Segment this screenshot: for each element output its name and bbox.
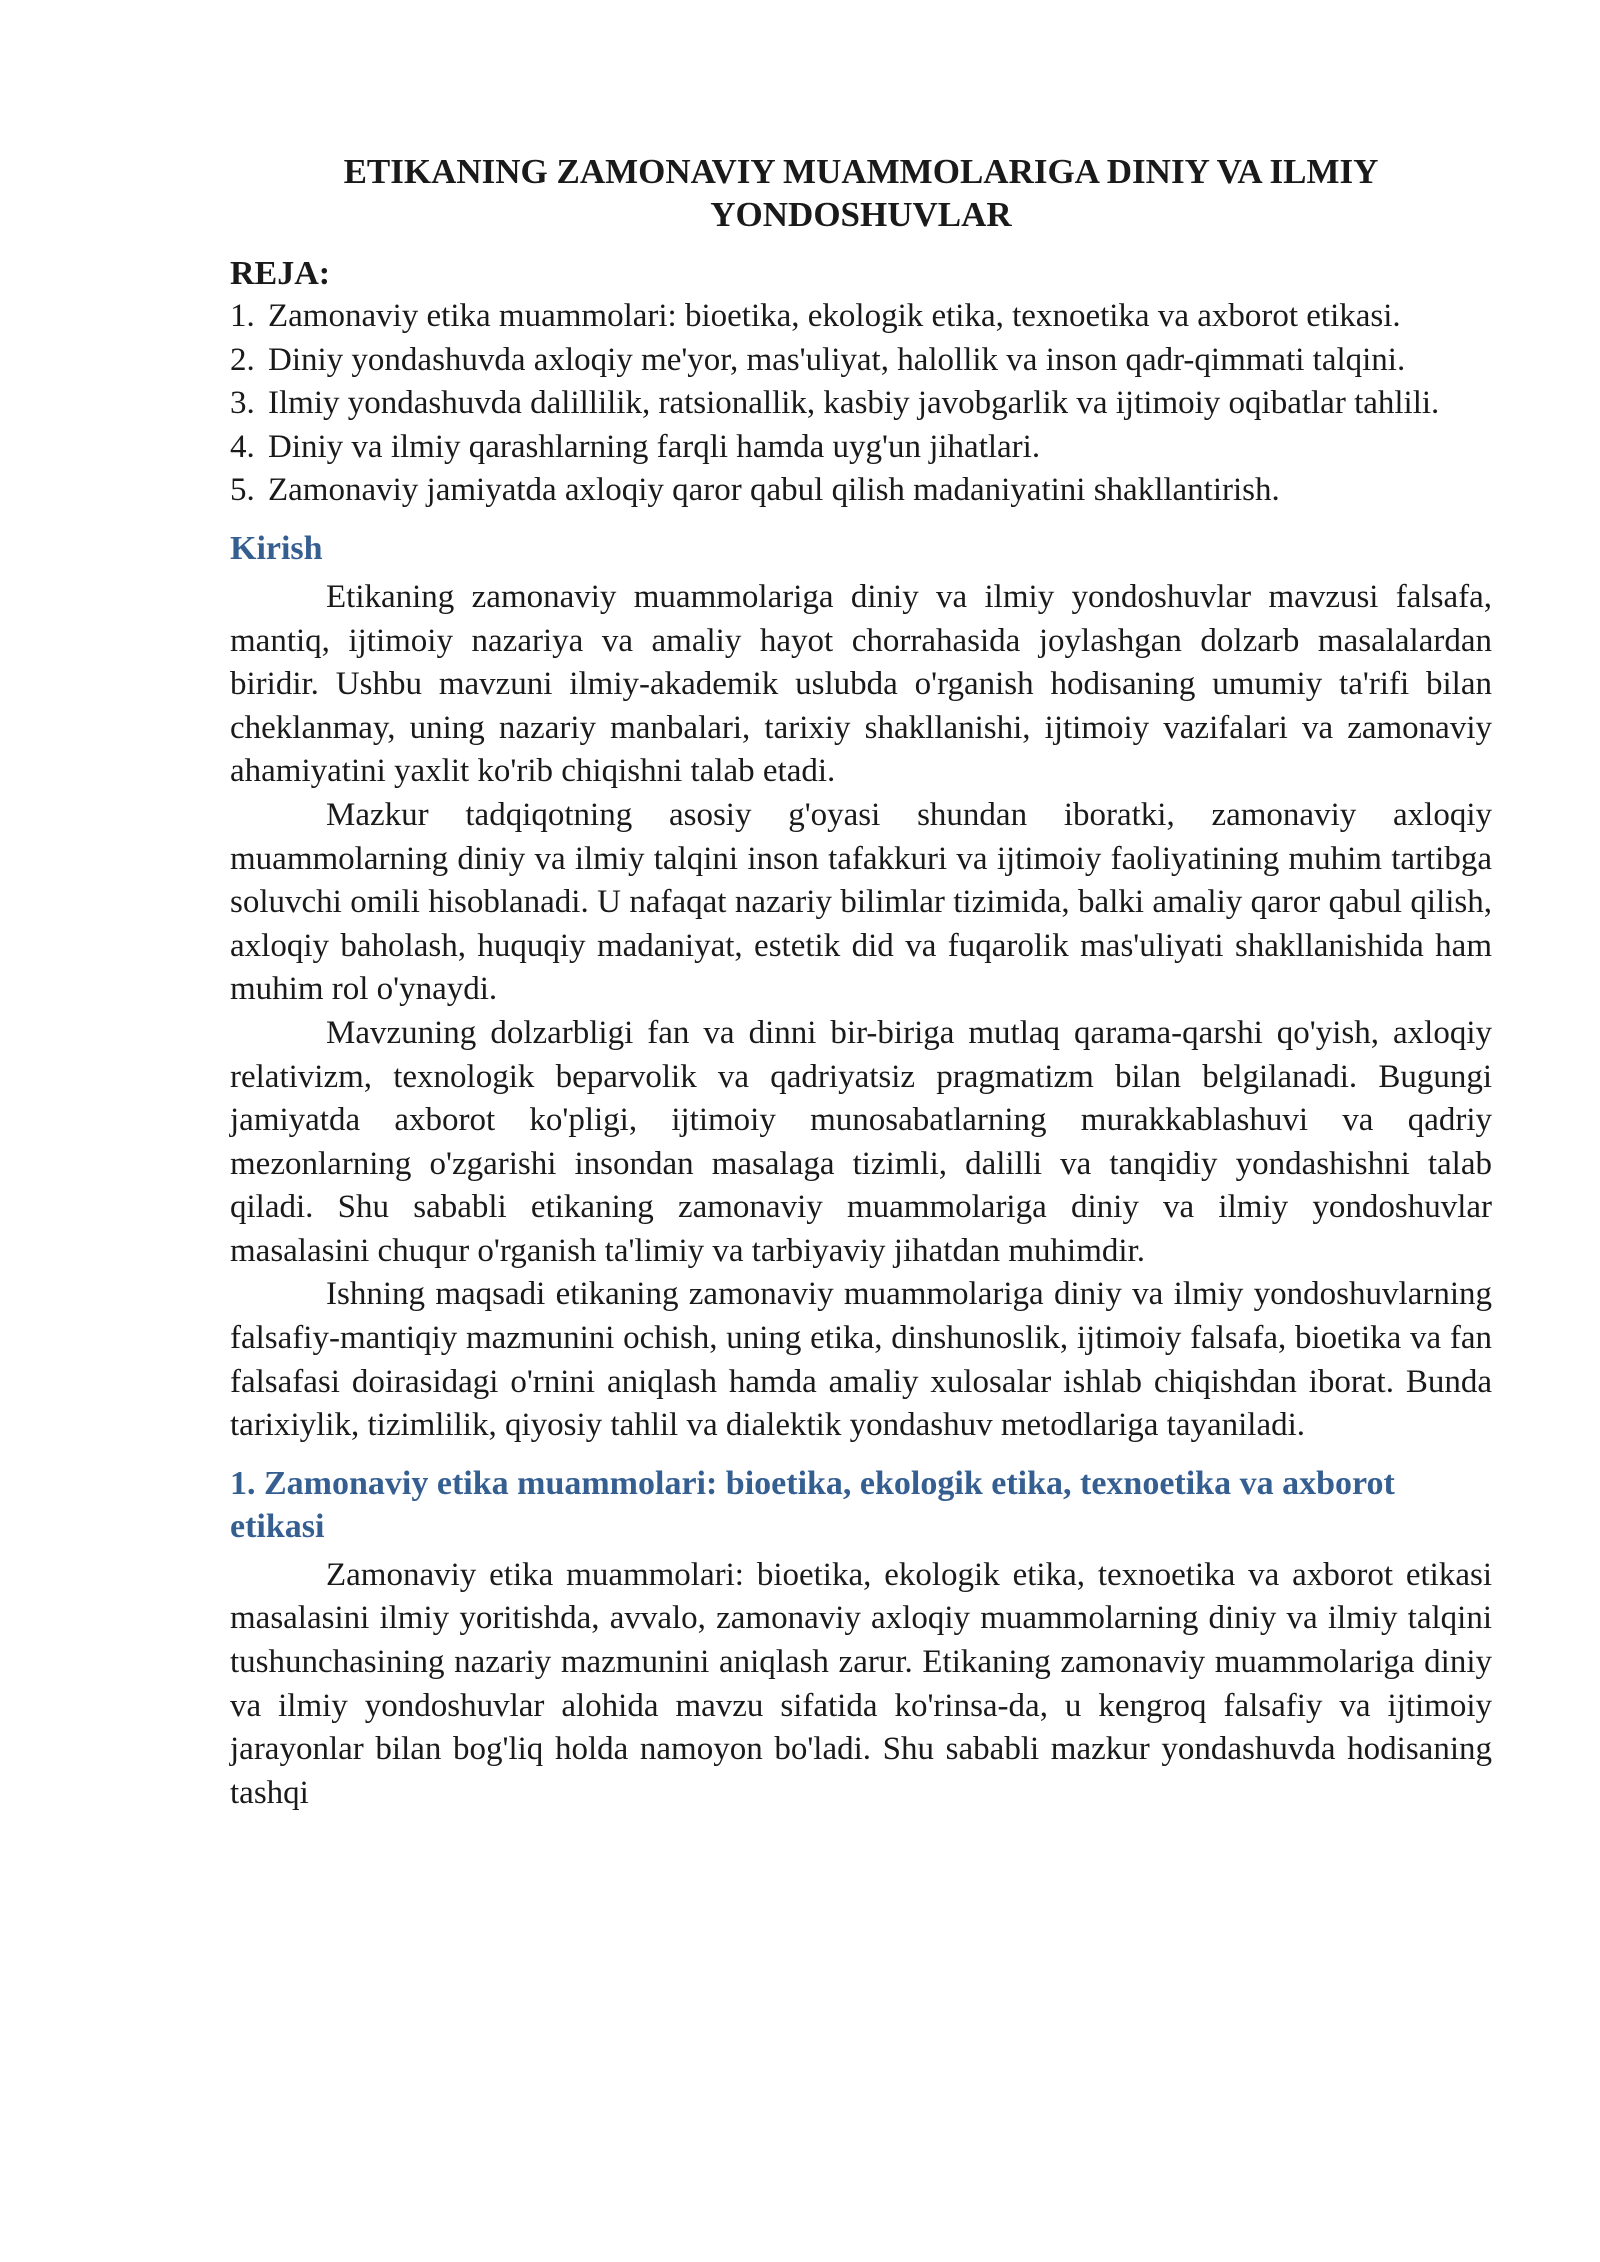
plan-item-number: 1. (230, 298, 255, 334)
plan-item-number: 2. (230, 341, 255, 378)
section-heading-1: 1. Zamonaviy etika muammolari: bioetika, ekologik etika, texnoetika va axborot etikasi (230, 1464, 1395, 1545)
plan-list (230, 295, 1492, 513)
plan-item-5 (230, 469, 1492, 513)
document-title: ETIKANING ZAMONAVIY MUAMMOLARIGA DINIY VA ILMIY YONDOSHUVLAR (343, 152, 1379, 234)
plan-item-2 (230, 339, 1492, 383)
paragraph: Zamonaviy etika muammolari: bioetika, ekologik etika, texnoetika va axborot etikasi masalasini ilmiy yoritishda, avvalo, zamonaviy axloqiy muammolarning diniy va ilmiy talqini tushunchasining nazariy mazmunini aniqlash zarur. Etikaning zamonaviy muammolariga diniy va ilmiy yondoshuvlar alohida mavzu sifatida ko'rinsa-da, u kengroq falsafiy va ijtimoiy jarayonlar bilan bog'liq holda namoyon bo'ladi. Shu sababli mazkur yondashuvda hodisaning tashqi (230, 1556, 1492, 1811)
plan-item-text: Diniy yondashuvda axloqiy me'yor, mas'uliyat, halollik va inson qadr-qimmati talqini. (268, 341, 1406, 378)
plan-item-number: 5. (230, 472, 255, 509)
plan-item-text: Zamonaviy jamiyatda axloqiy qaror qabul qilish madaniyatini shakllantirish. (268, 472, 1280, 509)
paragraph: Mavzuning dolzarbligi fan va dinni bir-biriga mutlaq qarama-qarshi qo'yish, axloqiy relativizm, texnologik beparvolik va qadriyatsiz pragmatizm bilan belgilanadi. Bugungi jamiyatda axborot ko'pligi, ijtimoiy munosabatlarning murakkablashuvi va qadriy mezonlarning o'zgarishi insondan masalaga tizimli, dalilli va tanqidiy yondashishni talab qiladi. Shu sababli etikaning zamonaviy muammolariga diniy va ilmiy yondoshuvlar masalasini chuqur o'rganish ta'limiy va tarbiyaviy jihatdan muhimdir. (230, 1014, 1492, 1269)
document-body (230, 150, 1492, 1815)
section-heading-introduction: Kirish (230, 529, 323, 567)
plan-item-4 (230, 426, 1492, 470)
plan-item-1 (230, 295, 1492, 339)
plan-item-text: Ilmiy yondashuvda dalillilik, ratsionallik, kasbiy javobgarlik va ijtimoiy oqibatlar tahlili. (268, 385, 1440, 422)
plan-heading: REJA: (230, 255, 331, 292)
plan-item-text: Diniy va ilmiy qarashlarning farqli hamda uyg'un jihatlari. (268, 428, 1041, 465)
paragraph: Etikaning zamonaviy muammolariga diniy va ilmiy yondoshuvlar mavzusi falsafa, mantiq, ijtimoiy nazariya va amaliy hayot chorrahasida joylashgan dolzarb masalalardan biridir. Ushbu mavzuni ilmiy-akademik uslubda o'rganish hodisaning umumiy ta'rifi bilan cheklanmay, uning nazariy manbalari, tarixiy shakllanishi, ijtimoiy vazifalari va zamonaviy ahamiyatini yaxlit ko'rib chiqishni talab etadi. (230, 578, 1492, 790)
plan-item-text: Zamonaviy etika muammolari: bioetika, ekologik etika, texnoetika va axborot etikasi. (268, 298, 1401, 334)
plan-item-number: 4. (230, 428, 255, 465)
plan-item-3 (230, 382, 1492, 426)
plan-item-number: 3. (230, 385, 255, 422)
paragraph: Ishning maqsadi etikaning zamonaviy muammolariga diniy va ilmiy yondoshuvlarning falsafiy-mantiqiy mazmunini ochish, uning etika, dinshunoslik, ijtimoiy falsafa, bioetika va fan falsafasi doirasidagi o'rnini aniqlash hamda amaliy xulosalar ishlab chiqishdan iborat. Bunda tarixiylik, tizimlilik, qiyosiy tahlil va dialektik yondashuv metodlariga tayaniladi. (230, 1276, 1492, 1444)
paragraph: Mazkur tadqiqotning asosiy g'oyasi shundan iboratki, zamonaviy axloqiy muammolarning diniy va ilmiy talqini inson tafakkuri va ijtimoiy faoliyatining muhim tartibga soluvchi omili hisoblanadi. U nafaqat nazariy bilimlar tizimida, balki amaliy qaror qabul qilish, axloqiy baholash, huquqiy madaniyat, estetik did va fuqarolik mas'uliyati shakllanishida ham muhim rol o'ynaydi. (230, 796, 1492, 1008)
